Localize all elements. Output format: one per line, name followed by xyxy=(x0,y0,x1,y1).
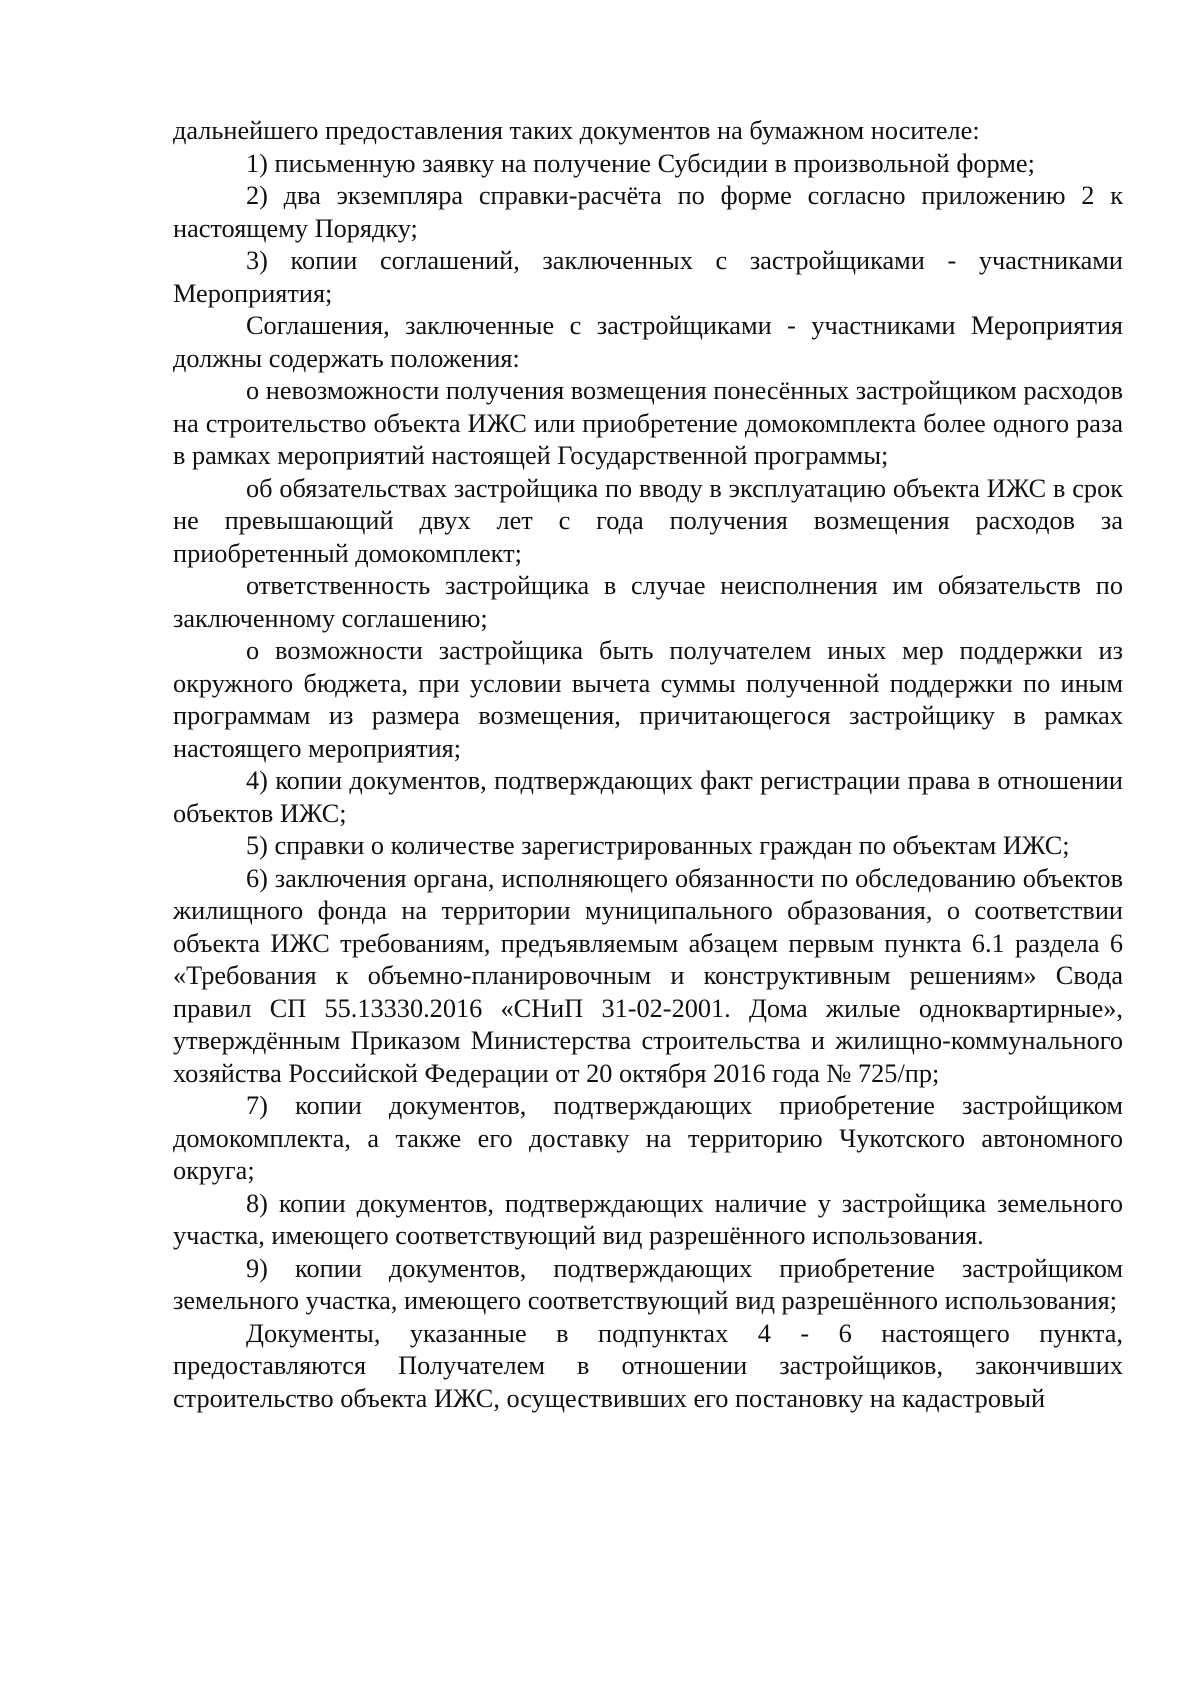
paragraph-provision-4: о возможности застройщика быть получателем иных мер поддержки из окружного бюджета, при условии вычета суммы полученной поддержки по иным программам из размера возмещения, причитающегося застройщику в рамках настоящего мероприятия; xyxy=(173,636,1123,763)
paragraph-documents-note: Документы, указанные в подпунктах 4 - 6 настоящего пункта, предоставляются Получателем в отношении застройщиков, закончивших строительство объекта ИЖС, осуществивших его постановку на кадастровый xyxy=(173,1318,1123,1413)
paragraph-item-3: 3) копии соглашений, заключенных с застройщиками - участниками Мероприятия; xyxy=(173,246,1123,308)
paragraph-item-9: 9) копии документов, подтверждающих приобретение застройщиком земельного участка, имеющего соответствующий вид разрешённого использования; xyxy=(173,1253,1123,1315)
paragraph-provision-3: ответственность застройщика в случае неисполнения им обязательств по заключенному соглашению; xyxy=(173,571,1123,633)
paragraph-agreements-intro: Соглашения, заключенные с застройщиками - участниками Мероприятия должны содержать положения: xyxy=(173,311,1123,373)
paragraph-continuation: дальнейшего предоставления таких документов на бумажном носителе: xyxy=(173,116,980,145)
paragraph-item-1: 1) письменную заявку на получение Субсидии в произвольной форме; xyxy=(246,148,1035,178)
paragraph-item-6: 6) заключения органа, исполняющего обязанности по обследованию объектов жилищного фонда на территории муниципального образования, о соответствии объекта ИЖС требованиям, предъявляемым абзацем первым пункта 6.1 раздела 6 «Требования к объемно-планировочным и конструктивным решениям» Свода правил СП 55.13330.2016 «СНиП 31-02-2001. Дома жилые одноквартирные», утверждённым Приказом Министерства строительства и жилищно-коммунального хозяйства Российской Федерации от 20 октября 2016 года № 725/пр; xyxy=(173,863,1123,1088)
paragraph-item-5: 5) справки о количестве зарегистрированных граждан по объектам ИЖС; xyxy=(246,831,1070,860)
paragraph-item-7: 7) копии документов, подтверждающих приобретение застройщиком домокомплекта, а также его доставку на территорию Чукотского автономного округа; xyxy=(173,1091,1123,1185)
document-body xyxy=(173,115,1123,1415)
paragraph-provision-2: об обязательствах застройщика по вводу в эксплуатацию объекта ИЖС в срок не превышающий двух лет с года получения возмещения расходов за приобретенный домокомплект; xyxy=(173,473,1123,568)
paragraph-item-8: 8) копии документов, подтверждающих наличие у застройщика земельного участка, имеющего соответствующий вид разрешённого использования. xyxy=(173,1188,1123,1250)
paragraph-item-4: 4) копии документов, подтверждающих факт регистрации права в отношении объектов ИЖС; xyxy=(173,766,1123,828)
paragraph-provision-1: о невозможности получения возмещения понесённых застройщиком расходов на строительство объекта ИЖС или приобретение домокомплекта более одного раза в рамках мероприятий настоящей Государственной программы; xyxy=(173,376,1123,470)
paragraph-item-2: 2) два экземпляра справки-расчёта по форме согласно приложению 2 к настоящему Порядку; xyxy=(173,181,1123,243)
